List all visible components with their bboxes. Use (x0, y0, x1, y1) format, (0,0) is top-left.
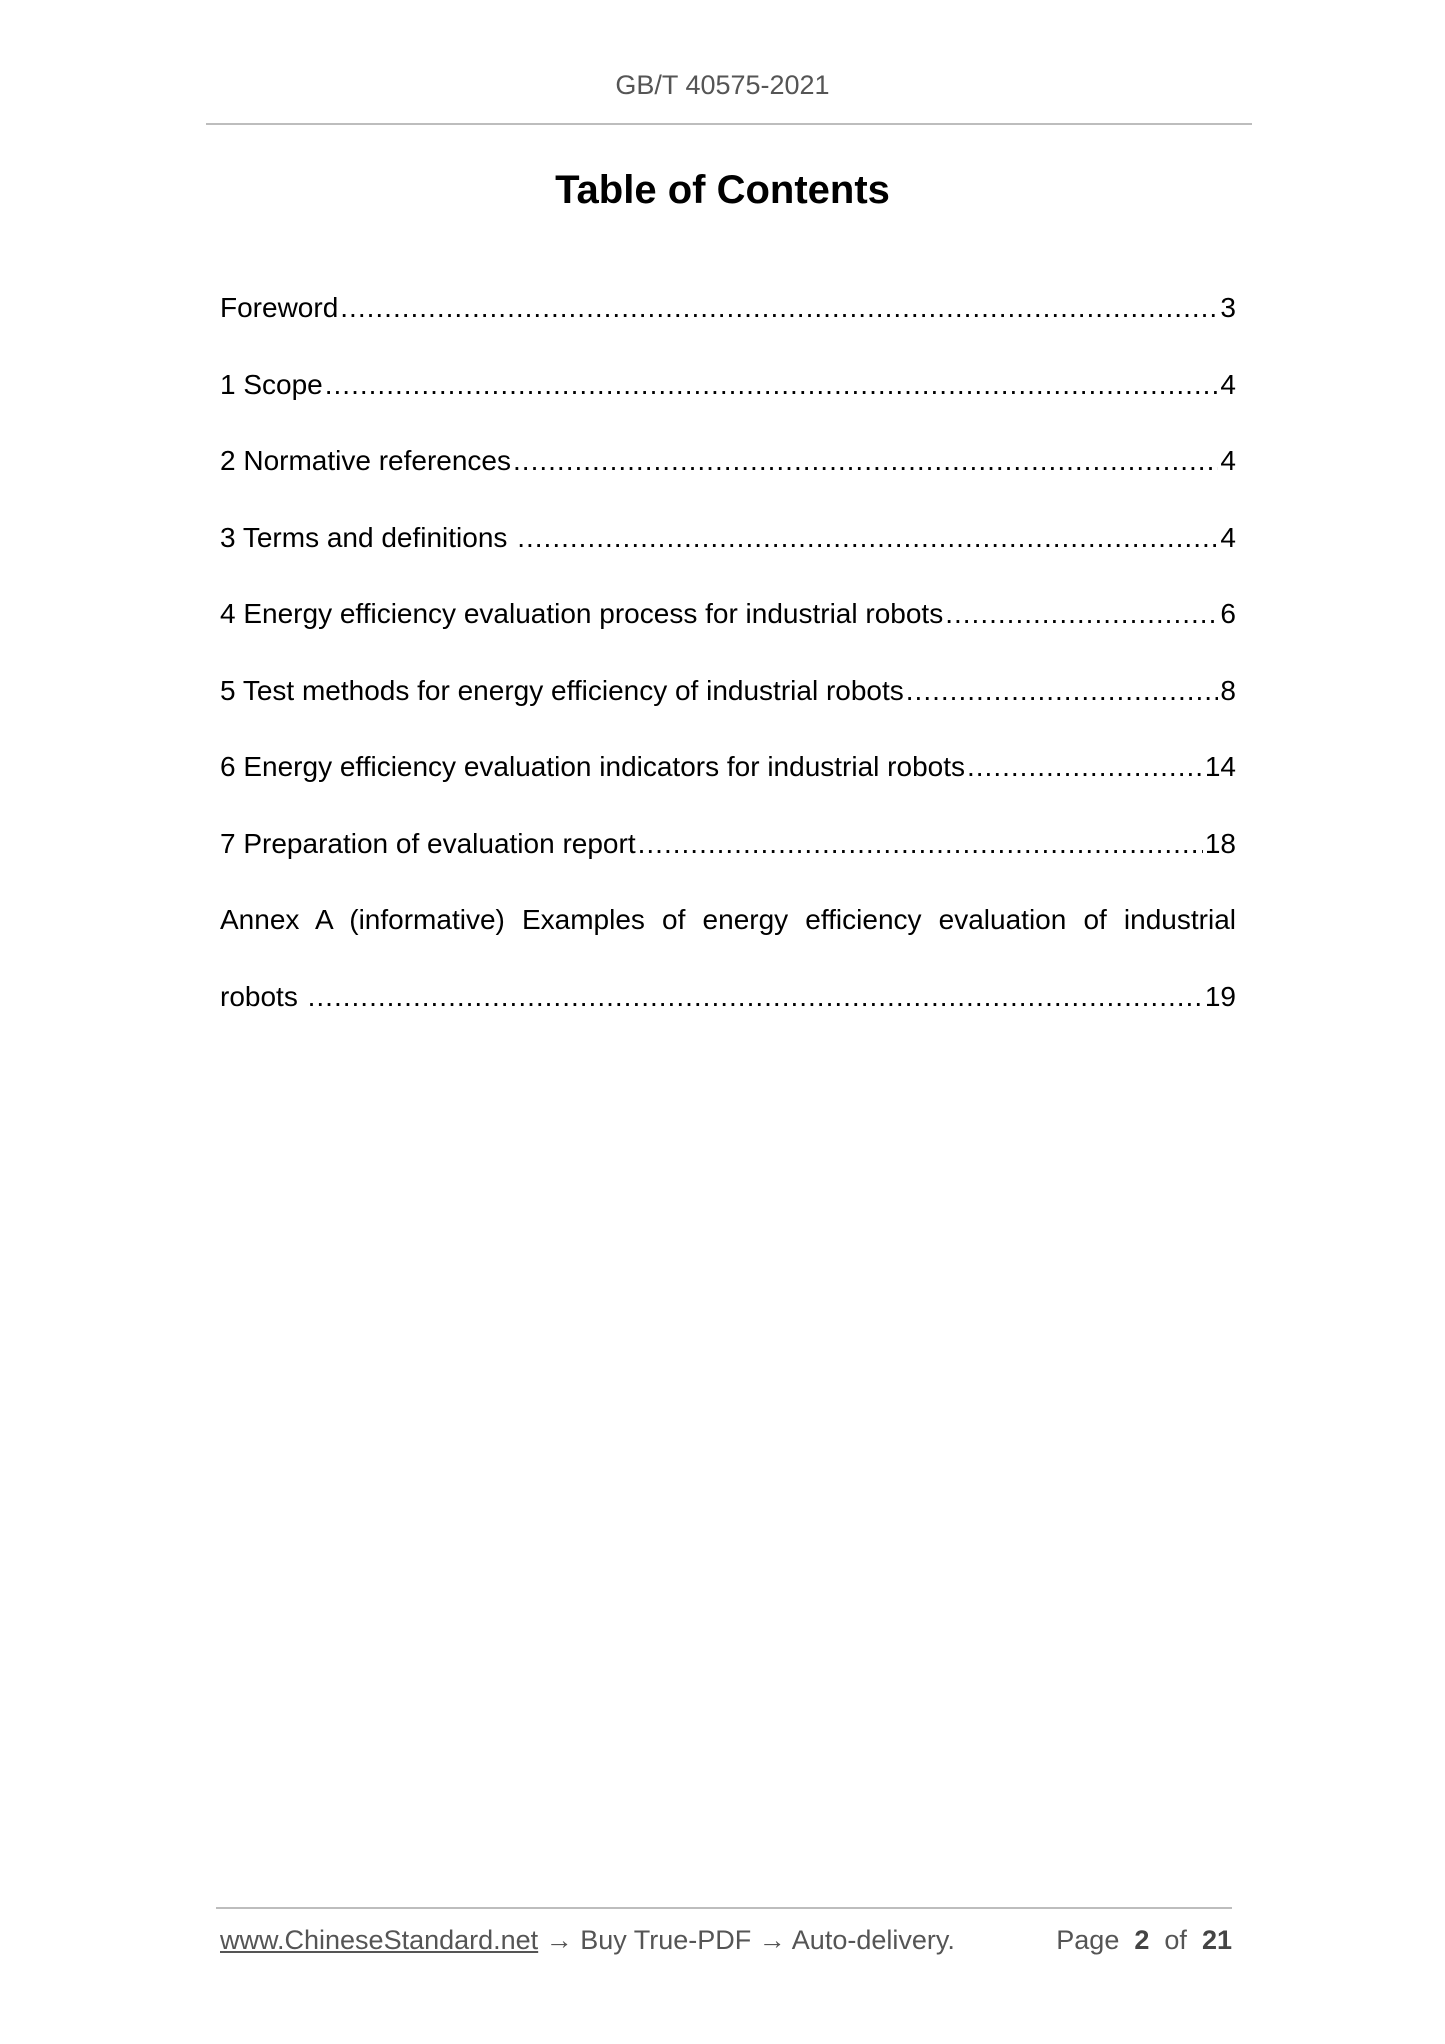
website-link[interactable]: www.ChineseStandard.net (220, 1925, 539, 1955)
toc-page-number: 3 (1220, 292, 1236, 323)
footer-divider (216, 1907, 1232, 1909)
toc-entry-evaluation-indicators[interactable] (220, 745, 1236, 822)
table-of-contents (220, 286, 1236, 1051)
toc-label: 1 Scope (220, 368, 323, 400)
page-footer (220, 1925, 1232, 1965)
buy-true-pdf-text: Buy True-PDF (580, 1925, 752, 1955)
leader-dots (517, 516, 1218, 560)
leader-dots (325, 363, 1219, 407)
leader-dots (906, 669, 1219, 713)
footer-promo (220, 1925, 955, 1956)
toc-entry-normative-references[interactable] (220, 439, 1236, 516)
leader-dots (308, 975, 1203, 1019)
toc-entry-evaluation-report[interactable] (220, 822, 1236, 899)
toc-label: 2 Normative references (220, 445, 512, 476)
toc-entry-annex-a[interactable] (220, 975, 1236, 1052)
arrow-right-icon: → (758, 1925, 786, 1955)
leader-dots (638, 822, 1203, 866)
arrow-right-icon: → (545, 1925, 573, 1955)
page-word: Page (1056, 1925, 1120, 1955)
page-indicator (1056, 1925, 1232, 1956)
toc-entry-test-methods[interactable] (220, 669, 1236, 746)
toc-page-number: 18 (1204, 827, 1236, 859)
toc-label: 5 Test methods for energy efficiency of industrial robots (220, 674, 904, 706)
toc-page-number: 4 (1220, 521, 1236, 553)
toc-label: 7 Preparation of evaluation report (220, 827, 636, 859)
toc-page-number: 6 (1220, 598, 1236, 629)
of-word: of (1164, 1925, 1187, 1955)
leader-dots (945, 592, 1218, 636)
page-title: Table of Contents (555, 168, 890, 212)
toc-label: Foreword (220, 292, 339, 323)
toc-entry-foreword[interactable] (220, 286, 1236, 363)
toc-page-number: 4 (1220, 368, 1236, 400)
toc-label: 6 Energy efficiency evaluation indicators for industrial robots (220, 751, 965, 782)
toc-label: 4 Energy efficiency evaluation process for industrial robots (220, 598, 944, 629)
current-page-number: 2 (1134, 1925, 1150, 1955)
toc-entry-annex-a-line1[interactable]: Annex A (informative) Examples of energy efficiency evaluation of industrial (220, 904, 1236, 935)
leader-dots (513, 439, 1218, 483)
document-code: GB/T 40575-2021 (615, 70, 830, 100)
total-pages-number: 21 (1201, 1925, 1232, 1955)
toc-page-number: 8 (1220, 674, 1236, 706)
auto-delivery-text: Auto-delivery. (791, 1925, 955, 1955)
toc-page-number: 19 (1204, 980, 1236, 1012)
toc-entry-terms-definitions[interactable] (220, 516, 1236, 593)
toc-page-number: 4 (1220, 445, 1236, 476)
leader-dots (340, 286, 1218, 330)
toc-label: 3 Terms and definitions (220, 521, 516, 553)
leader-dots (967, 745, 1203, 789)
header-divider (206, 123, 1252, 125)
toc-label: robots (220, 980, 306, 1012)
toc-entry-scope[interactable] (220, 363, 1236, 440)
toc-entry-evaluation-process[interactable] (220, 592, 1236, 669)
toc-page-number: 14 (1204, 751, 1236, 782)
